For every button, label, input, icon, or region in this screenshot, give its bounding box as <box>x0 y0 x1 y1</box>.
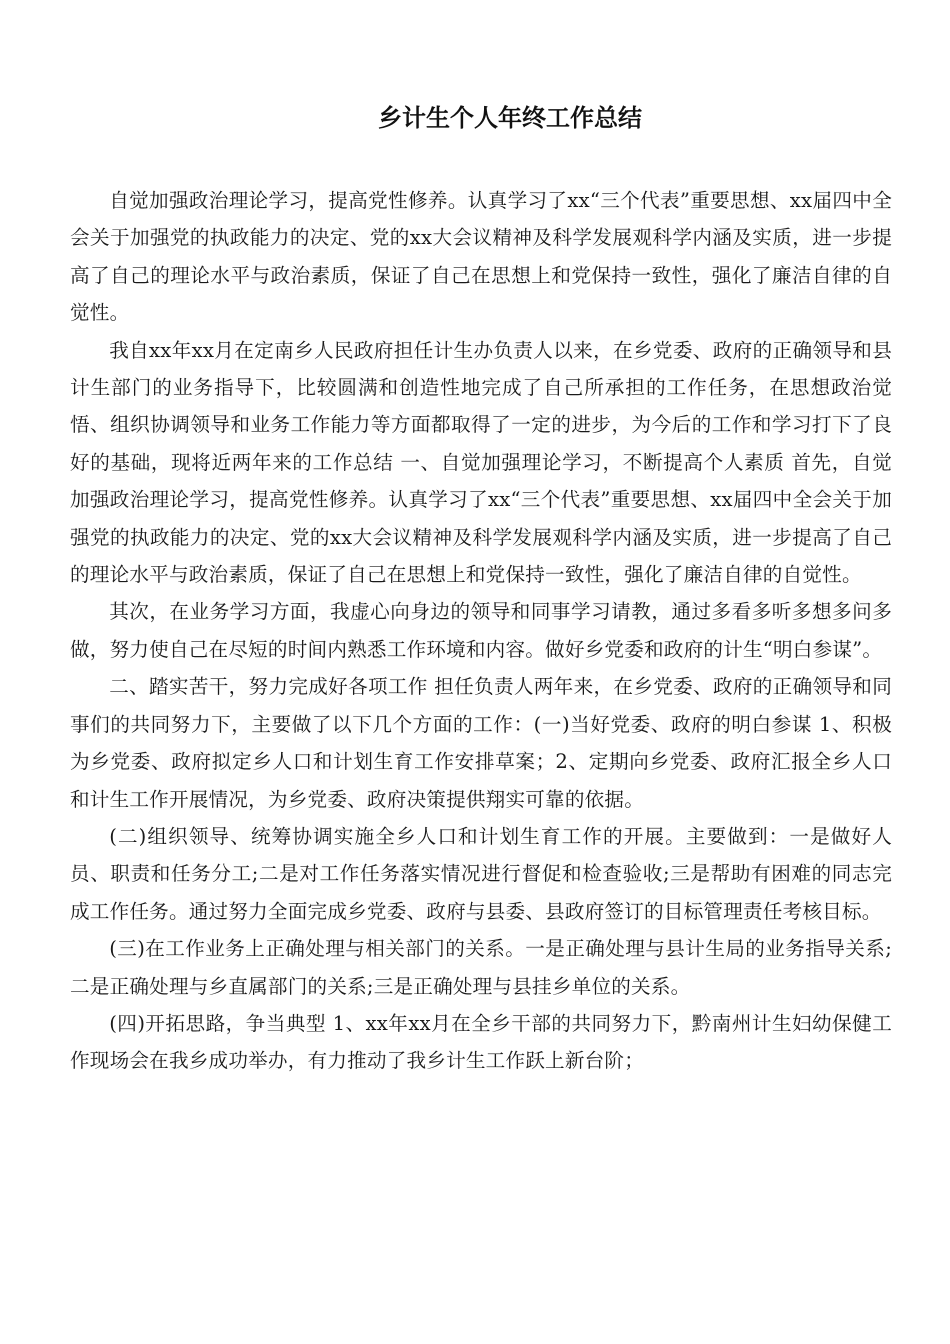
paragraph: 自觉加强政治理论学习，提高党性修养。认真学习了xx“三个代表”重要思想、xx届四中全会关于加强党的执政能力的决定、党的xx大会议精神及科学发展观科学内涵及实质，进一步提高了自己的理论水平与政治素质，保证了自己在思想上和党保持一致性，强化了廉洁自律的自觉性。 <box>70 189 892 325</box>
paragraph: 我自xx年xx月在定南乡人民政府担任计生办负责人以来，在乡党委、政府的正确领导和县计生部门的业务指导下，比较圆满和创造性地完成了自己所承担的工作任务，在思想政治觉悟、组织协调领导和业务工作能力等方面都取得了一定的进步，为今后的工作和学习打下了良好的基础，现将近两年来的工作总结 一、自觉加强理论学习，不断提高个人素质 首先，自觉加强政治理论学习，提高党性修养。认真学习了xx“三个代表”重要思想、xx届四中全会关于加强党的执政能力的决定、党的xx大会议精神及科学发展观科学内涵及实质，进一步提高了自己的理论水平与政治素质，保证了自己在思想上和党保持一致性，强化了廉洁自律的自觉性。 <box>70 338 892 587</box>
document-body <box>70 182 892 1080</box>
document-title: 乡计生个人年终工作总结 <box>378 104 642 132</box>
paragraph: (三)在工作业务上正确处理与相关部门的关系。一是正确处理与县计生局的业务指导关系;二是正确处理与乡直属部门的关系;三是正确处理与县挂乡单位的关系。 <box>70 937 892 998</box>
paragraph: 其次，在业务学习方面，我虚心向身边的领导和同事学习请教，通过多看多听多想多问多做，努力使自己在尽短的时间内熟悉工作环境和内容。做好乡党委和政府的计生“明白参谋”。 <box>70 600 892 661</box>
paragraph: (四)开拓思路，争当典型 1、xx年xx月在全乡干部的共同努力下，黔南州计生妇幼保健工作现场会在我乡成功举办，有力推动了我乡计生工作跃上新台阶； <box>70 1011 892 1073</box>
paragraph: (二)组织领导、统筹协调实施全乡人口和计划生育工作的开展。主要做到：一是做好人员、职责和任务分工;二是对工作任务落实情况进行督促和检查验收;三是帮助有困难的同志完成工作任务。通过努力全面完成乡党委、政府与县委、县政府签订的目标管理责任考核目标。 <box>70 824 892 923</box>
paragraph: 二、踏实苦干，努力完成好各项工作 担任负责人两年来，在乡党委、政府的正确领导和同事们的共同努力下，主要做了以下几个方面的工作：(一)当好党委、政府的明白参谋 1、积极为乡党委、政府拟定乡人口和计划生育工作安排草案；2、定期向乡党委、政府汇报全乡人口和计生工作开展情况，为乡党委、政府决策提供翔实可靠的依据。 <box>70 675 892 811</box>
